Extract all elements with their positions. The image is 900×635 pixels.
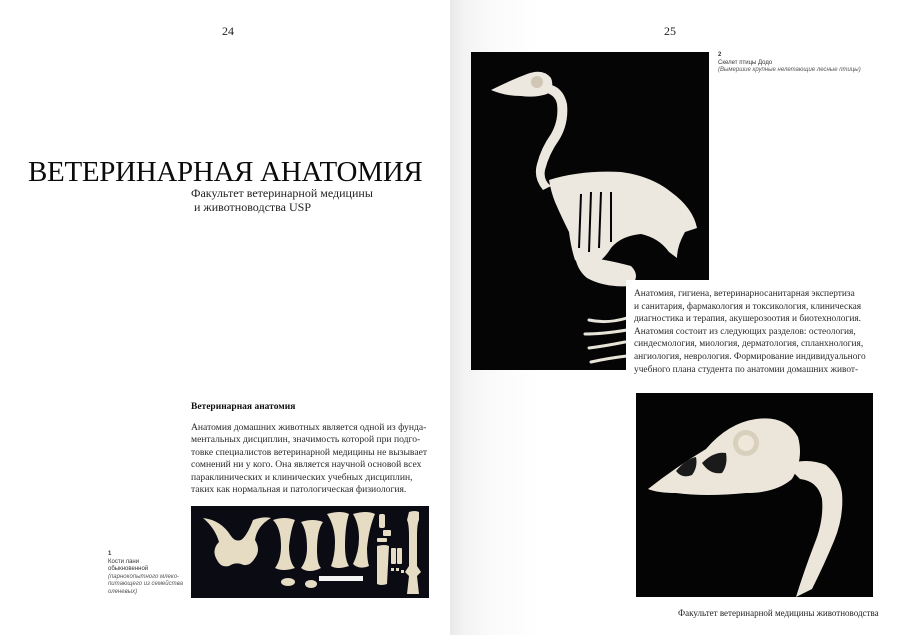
figure-number: 2 bbox=[718, 52, 722, 58]
figure-2-caption bbox=[718, 52, 898, 75]
text-line: ментальных дисциплин, значимость которой при подго- bbox=[191, 434, 421, 446]
body-paragraph-left bbox=[191, 422, 441, 496]
deer-bones-photo bbox=[191, 506, 429, 598]
page-number-left: 24 bbox=[222, 24, 234, 38]
text-line: Анатомия, гигиена, ветеринарносанитарная экспертиза bbox=[634, 289, 855, 299]
subtitle-line: Факультет ветеринарной медицины bbox=[191, 186, 373, 200]
text-line: Анатомия домашних животных является одной из фунда- bbox=[191, 422, 427, 433]
body-paragraph-right bbox=[626, 280, 900, 375]
text-line: таких как нормальная и патологическая физиология. bbox=[191, 484, 407, 496]
text-line: сомнений ни у кого. Она является научной основой всех bbox=[191, 459, 422, 471]
bird-skull-illustration bbox=[636, 393, 873, 597]
section-heading: Ветеринарная анатомия bbox=[191, 402, 296, 412]
figure-note: (Вымершие крупные нелетающие лесные птицы) bbox=[718, 67, 861, 73]
figure-note-line: (парнокопытного млеко- bbox=[108, 573, 180, 580]
text-line: параклинических и клинических учебных дисциплин, bbox=[191, 471, 413, 483]
text-line: учебного плана студента по анатомии домашних живот- bbox=[634, 364, 859, 375]
page-title: ВЕТЕРИНАРНАЯ АНАТОМИЯ bbox=[28, 156, 423, 188]
text-line: товке специалистов ветеринарной медицины не вызывает bbox=[191, 446, 428, 458]
bird-skull-photo bbox=[636, 393, 873, 597]
page-subtitle bbox=[191, 186, 373, 214]
figure-name-line: обыкновенной bbox=[108, 566, 149, 572]
text-line: Анатомия состоит из следующих разделов: остеология, bbox=[634, 326, 856, 337]
right-page bbox=[450, 0, 900, 635]
page-number-right: 25 bbox=[664, 24, 676, 38]
figure-number: 1 bbox=[108, 551, 112, 557]
figure-name-line: Кости лани bbox=[108, 558, 140, 565]
text-line: синдесмология, миология, дерматология, спланхнология, bbox=[634, 339, 864, 350]
subtitle-line: и животноводства USP bbox=[191, 200, 311, 214]
text-line: и санитария, фармакология и токсикология, клиническая bbox=[634, 301, 862, 312]
bottom-caption: Факультет ветеринарной медицины животноводства bbox=[678, 608, 879, 618]
text-line: диагностика и терапия, акушерозоотия и биотехнология. bbox=[634, 314, 861, 325]
figure-1-caption bbox=[108, 551, 186, 596]
figure-name: Скелет птицы Додо bbox=[718, 59, 773, 66]
deer-bones-illustration bbox=[191, 506, 429, 598]
figure-note-line: питающего из семейства bbox=[108, 581, 183, 587]
figure-note-line: оленевых) bbox=[108, 588, 138, 595]
text-line: ангиология, неврология. Формирование индивидуального bbox=[634, 351, 866, 362]
